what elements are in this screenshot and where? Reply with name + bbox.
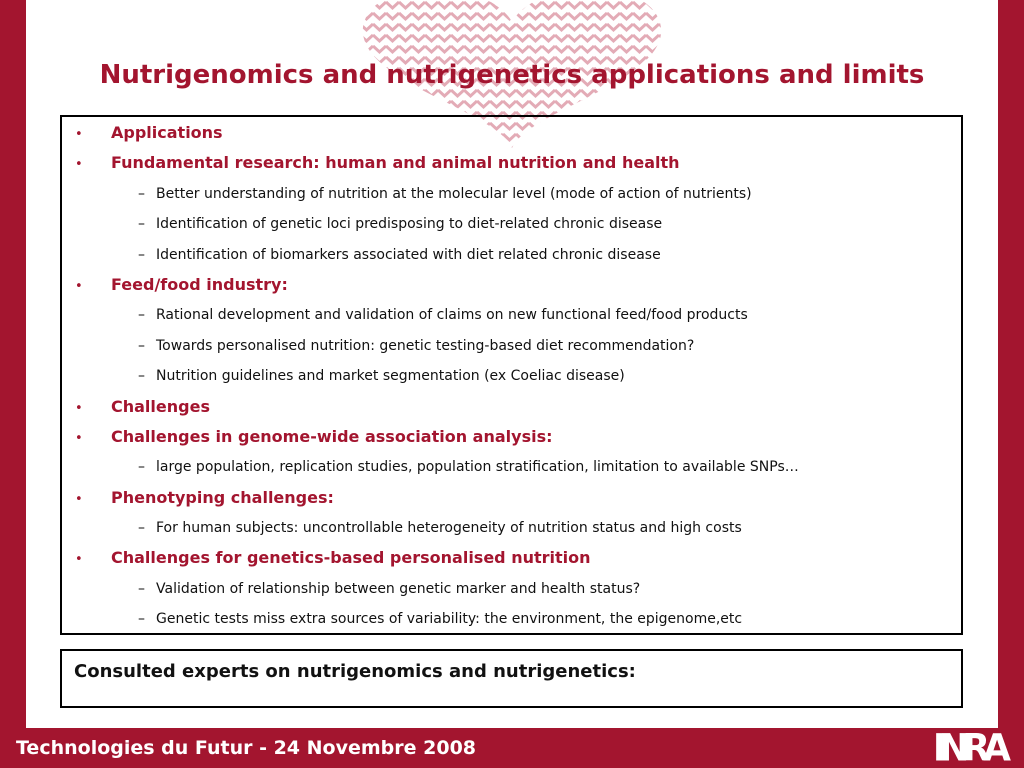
list-item (62, 361, 961, 391)
left-border-strip (0, 0, 26, 728)
list-item (62, 513, 961, 543)
list-item-text: Challenges (111, 396, 210, 416)
list-item (62, 148, 961, 178)
list-item (62, 604, 961, 634)
list-item-text: Towards personalised nutrition: genetic testing-based diet recommendation? (156, 337, 695, 354)
experts-box-text: Consulted experts on nutrigenomics and nutrigenetics: (74, 661, 636, 682)
list-item-text: large population, replication studies, population stratification, limitation to available SNPs… (156, 459, 799, 476)
list-item-text: Rational development and validation of claims on new functional feed/food products (156, 307, 748, 324)
list-item-text: Challenges in genome-wide association analysis: (111, 426, 553, 446)
content-box (60, 115, 963, 635)
dash-icon: – (138, 216, 145, 233)
inra-logo: INRA (932, 726, 1004, 768)
list-item-text: Nutrition guidelines and market segmentation (ex Coeliac disease) (156, 368, 625, 385)
dash-icon: – (138, 185, 145, 202)
list-item-text: Better understanding of nutrition at the molecular level (mode of action of nutrients) (156, 185, 752, 202)
dash-icon: – (138, 520, 145, 537)
list-item (62, 300, 961, 330)
list-item (62, 118, 961, 148)
bullet-icon: • (75, 157, 83, 173)
list-item-text: Fundamental research: human and animal nutrition and health (111, 153, 680, 173)
list-item (62, 452, 961, 482)
slide-title: Nutrigenomics and nutrigenetics applications and limits (99, 60, 925, 90)
list-item-text: Genetic tests miss extra sources of variability: the environment, the epigenome,etc (156, 611, 743, 628)
list-item-text: For human subjects: uncontrollable heterogeneity of nutrition status and high costs (156, 520, 742, 537)
dash-icon: – (138, 368, 145, 385)
list-item (62, 483, 961, 513)
dash-icon: – (138, 611, 145, 628)
list-item (62, 574, 961, 604)
list-item-text: Feed/food industry: (111, 274, 288, 294)
list-item-text: Validation of relationship between genetic marker and health status? (156, 580, 641, 597)
footer-text: Technologies du Futur - 24 Novembre 2008 (16, 737, 477, 759)
list-item-text: Phenotyping challenges: (111, 487, 334, 507)
list-item (62, 179, 961, 209)
list-item (62, 392, 961, 422)
right-border-strip (998, 0, 1024, 728)
bullet-icon: • (75, 552, 83, 568)
dash-icon: – (138, 307, 145, 324)
bullet-icon: • (75, 400, 83, 416)
list-item (62, 240, 961, 270)
bullet-icon: • (75, 278, 83, 294)
list-item (62, 422, 961, 452)
list-item-text: Identification of genetic loci predisposing to diet-related chronic disease (156, 216, 663, 233)
list-item (62, 331, 961, 361)
footer-bar (0, 728, 1024, 768)
dash-icon: – (138, 459, 145, 476)
list-item-text: Applications (111, 123, 223, 142)
dash-icon: – (138, 580, 145, 597)
list-item-text: Identification of biomarkers associated with diet related chronic disease (156, 246, 661, 263)
list-item-text: Challenges for genetics-based personalised nutrition (111, 548, 591, 568)
list-item (62, 209, 961, 239)
list-item (62, 270, 961, 300)
bullet-icon: • (75, 491, 83, 507)
bullet-list (62, 117, 961, 635)
bullet-icon: • (75, 127, 83, 142)
experts-box (60, 649, 963, 708)
list-item (62, 543, 961, 573)
dash-icon: – (138, 337, 145, 354)
bullet-icon: • (75, 430, 83, 446)
dash-icon: – (138, 246, 145, 263)
